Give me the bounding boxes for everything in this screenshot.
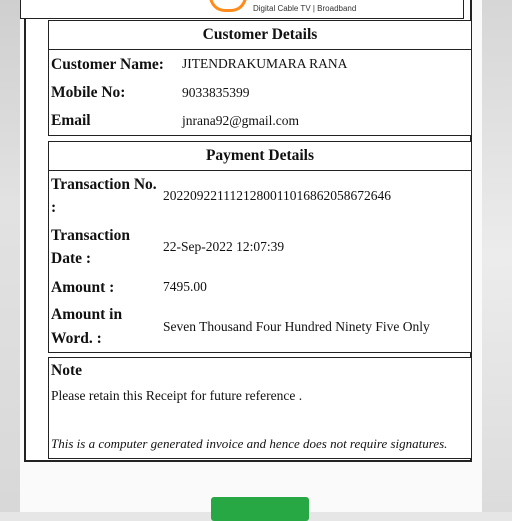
- company-tagline: Digital Cable TV | Broadband: [253, 4, 357, 13]
- amount-words-value: Seven Thousand Four Hundred Ninety Five Only: [163, 319, 430, 334]
- action-button[interactable]: [211, 497, 309, 521]
- transaction-no-value: 2022092211121280011016862058672646: [163, 188, 391, 203]
- transaction-date-label-2: Date :: [51, 250, 92, 267]
- background-right: [482, 0, 512, 512]
- mobile-value: 9033835399: [182, 85, 250, 100]
- transaction-no-label-colon: :: [51, 199, 57, 216]
- payment-details-title: Payment Details: [49, 142, 471, 171]
- transaction-no-label: Transaction No.: [51, 176, 157, 193]
- amount-words-label-2: Word. :: [51, 330, 102, 347]
- amount-label: Amount :: [51, 279, 115, 296]
- mobile-label: Mobile No:: [51, 84, 126, 101]
- amount-value: 7495.00: [163, 279, 207, 294]
- email-value: jnrana92@gmail.com: [182, 113, 300, 128]
- amount-words-label: Amount in: [51, 306, 123, 323]
- customer-details-title: Customer Details: [49, 21, 471, 50]
- transaction-date-value: 22-Sep-2022 12:07:39: [163, 239, 285, 254]
- disclaimer-text: This is a computer generated invoice and hence does not require signatures.: [51, 436, 448, 451]
- receipt-header: [20, 0, 464, 19]
- email-label: Email: [51, 112, 91, 129]
- note-title: Note: [51, 362, 82, 379]
- payment-details-section: [48, 141, 472, 353]
- note-text: Please retain this Receipt for future reference .: [51, 388, 303, 403]
- customer-details-section: [48, 20, 472, 136]
- transaction-date-label: Transaction: [51, 227, 130, 244]
- customer-name-value: JITENDRAKUMARA RANA: [182, 56, 348, 71]
- company-logo-icon: [209, 0, 247, 12]
- customer-name-label: Customer Name:: [51, 56, 164, 73]
- note-section: [48, 357, 472, 459]
- background-left: [0, 0, 20, 512]
